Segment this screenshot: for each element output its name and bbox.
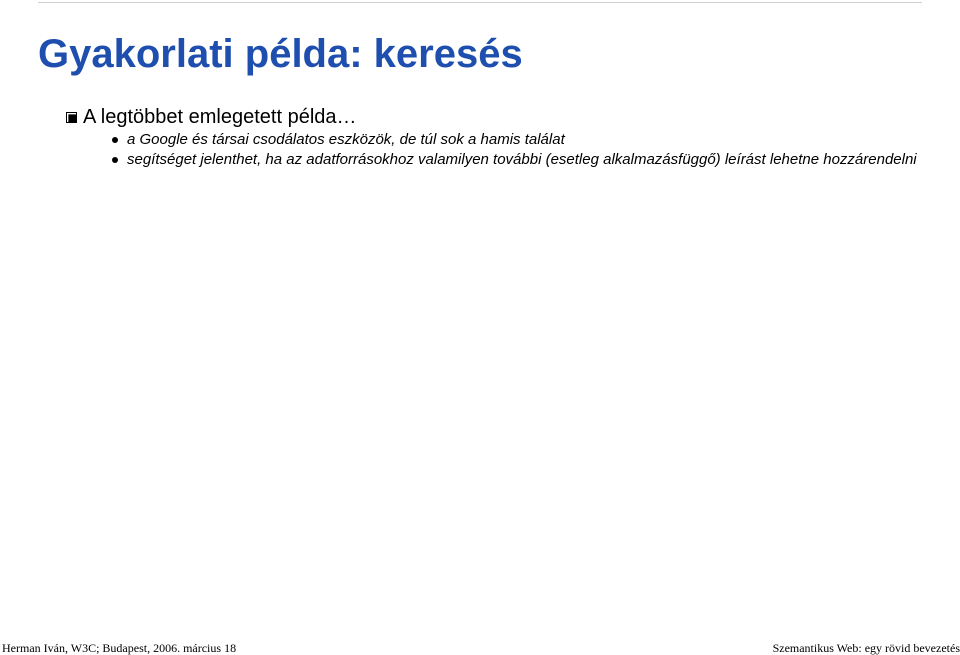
sub-bullet-text: a Google és társai csodálatos eszközök, de túl sok a hamis találat	[127, 131, 565, 148]
sub-bullet-item	[113, 130, 936, 150]
sub-bullet-item	[113, 150, 936, 170]
footer-presentation-title: Szemantikus Web: egy rövid bevezetés	[772, 641, 960, 655]
top-divider	[38, 2, 922, 3]
round-bullet-icon	[112, 137, 118, 143]
bullet-text: A legtöbbet emlegetett példa…	[83, 106, 357, 128]
square-bullet-icon	[66, 112, 77, 123]
sub-bullet-list	[113, 130, 936, 170]
bullet-item	[66, 104, 936, 130]
slide-content	[66, 104, 936, 170]
footer-author-date: Herman Iván, W3C; Budapest, 2006. március 18	[2, 641, 237, 655]
slide-title: Gyakorlati példa: keresés	[38, 32, 523, 76]
sub-bullet-text: segítséget jelenthet, ha az adatforrásokhoz valamilyen további (esetleg alkalmazásfüggő) leírást lehetne hozzárendelni	[127, 151, 917, 168]
round-bullet-icon	[112, 157, 118, 163]
